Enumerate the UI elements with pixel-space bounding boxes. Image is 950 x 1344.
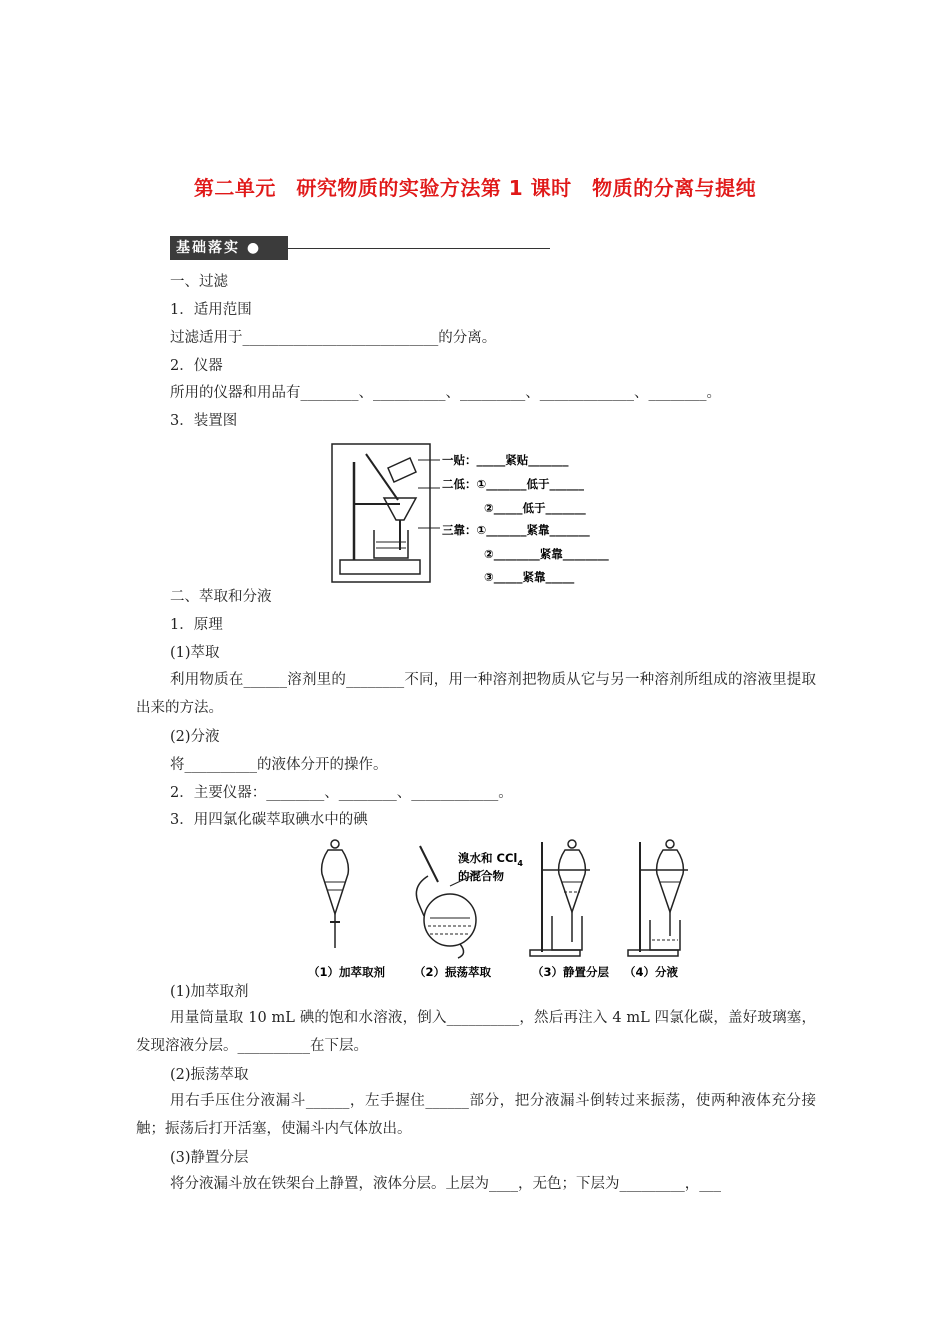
section-tag: 基础落实 ●: [170, 236, 288, 260]
step1-funnel: [322, 840, 349, 948]
step4-separating: [628, 840, 688, 956]
label-two-low-2: ②_____低于_______: [484, 501, 586, 515]
sub-standing: (3)静置分层: [170, 1150, 249, 1166]
sub-shake: (2)振荡萃取: [170, 1067, 249, 1083]
text-add-extractant: 用量筒量取 10 mL 碘的饱和水溶液，倒入__________，然后再注入 4 mL 四氯化碳，盖好玻璃塞，发现溶液分层。__________在下层。: [136, 1010, 816, 1054]
label-three-lean-1: 三靠：①_______紧靠_______: [442, 523, 590, 537]
main-instruments: 2．主要仪器：________、________、____________。: [170, 785, 513, 801]
annotation-line-1: 溴水和 CCl$_4$: [458, 851, 523, 868]
label-three-lean-3: ③_____紧靠_____: [484, 570, 575, 584]
sub-extraction: (1)萃取: [170, 645, 220, 661]
text-instruments: 所用的仪器和用品有________、__________、_________、_____________、________。: [170, 385, 721, 401]
sub-instruments: 2．仪器: [170, 358, 223, 374]
heading-filtration: 一、过滤: [170, 274, 228, 290]
sub-scope: 1．适用范围: [170, 302, 252, 318]
text-extraction: 利用物质在______溶剂里的________不同，用一种溶剂把物质从它与另一种溶剂所组成的溶液里提取出来的方法。: [136, 672, 816, 716]
label-three-lean-2: ②________紧靠________: [484, 547, 609, 561]
sub-separation: (2)分液: [170, 729, 220, 745]
text-shake: 用右手压住分液漏斗______，左手握住______部分，把分液漏斗倒转过来振荡，使两种液体充分接触；振荡后打开活塞，使漏斗内气体放出。: [136, 1093, 816, 1137]
caption-3: （3）静置分层: [532, 965, 610, 979]
caption-1: （1）加萃取剂: [308, 965, 386, 979]
caption-2: （2）振荡萃取: [414, 965, 492, 979]
glass-rod: [366, 454, 398, 500]
text-separation: 将__________的液体分开的操作。: [170, 757, 388, 773]
section-rule: [288, 248, 550, 249]
section-header-basics: [170, 236, 550, 260]
stand-base: [340, 560, 420, 574]
beaker: [374, 530, 408, 558]
caption-4: （4）分液: [624, 965, 679, 979]
figure-frame: [332, 444, 430, 582]
extraction-figure: [300, 836, 710, 981]
section-tag-label: 基础落实: [176, 240, 240, 256]
sub-apparatus: 3．装置图: [170, 413, 238, 429]
heading-extraction: 二、萃取和分液: [170, 589, 272, 605]
page-title: 第二单元 研究物质的实验方法第 1 课时 物质的分离与提纯: [193, 176, 757, 200]
text-standing: 将分液漏斗放在铁架台上静置，液体分层。上层为____，无色；下层为_________，___: [170, 1176, 721, 1192]
label-one-stick: 一贴：_____紧贴_______: [442, 453, 569, 467]
pouring-beaker: [388, 458, 416, 482]
sub-ccl4-iodine: 3．用四氯化碳萃取碘水中的碘: [170, 812, 368, 828]
annotation-line-2: 的混合物: [458, 869, 504, 883]
funnel: [384, 498, 416, 520]
filtration-figure: [330, 442, 650, 587]
sub-principle: 1．原理: [170, 617, 223, 633]
sub-add-extractant: (1)加萃取剂: [170, 984, 249, 1000]
step3-standing: [530, 840, 590, 956]
label-two-low-1: 二低：①_______低于______: [442, 477, 584, 491]
text-scope: 过滤适用于___________________________的分离。: [170, 330, 497, 346]
